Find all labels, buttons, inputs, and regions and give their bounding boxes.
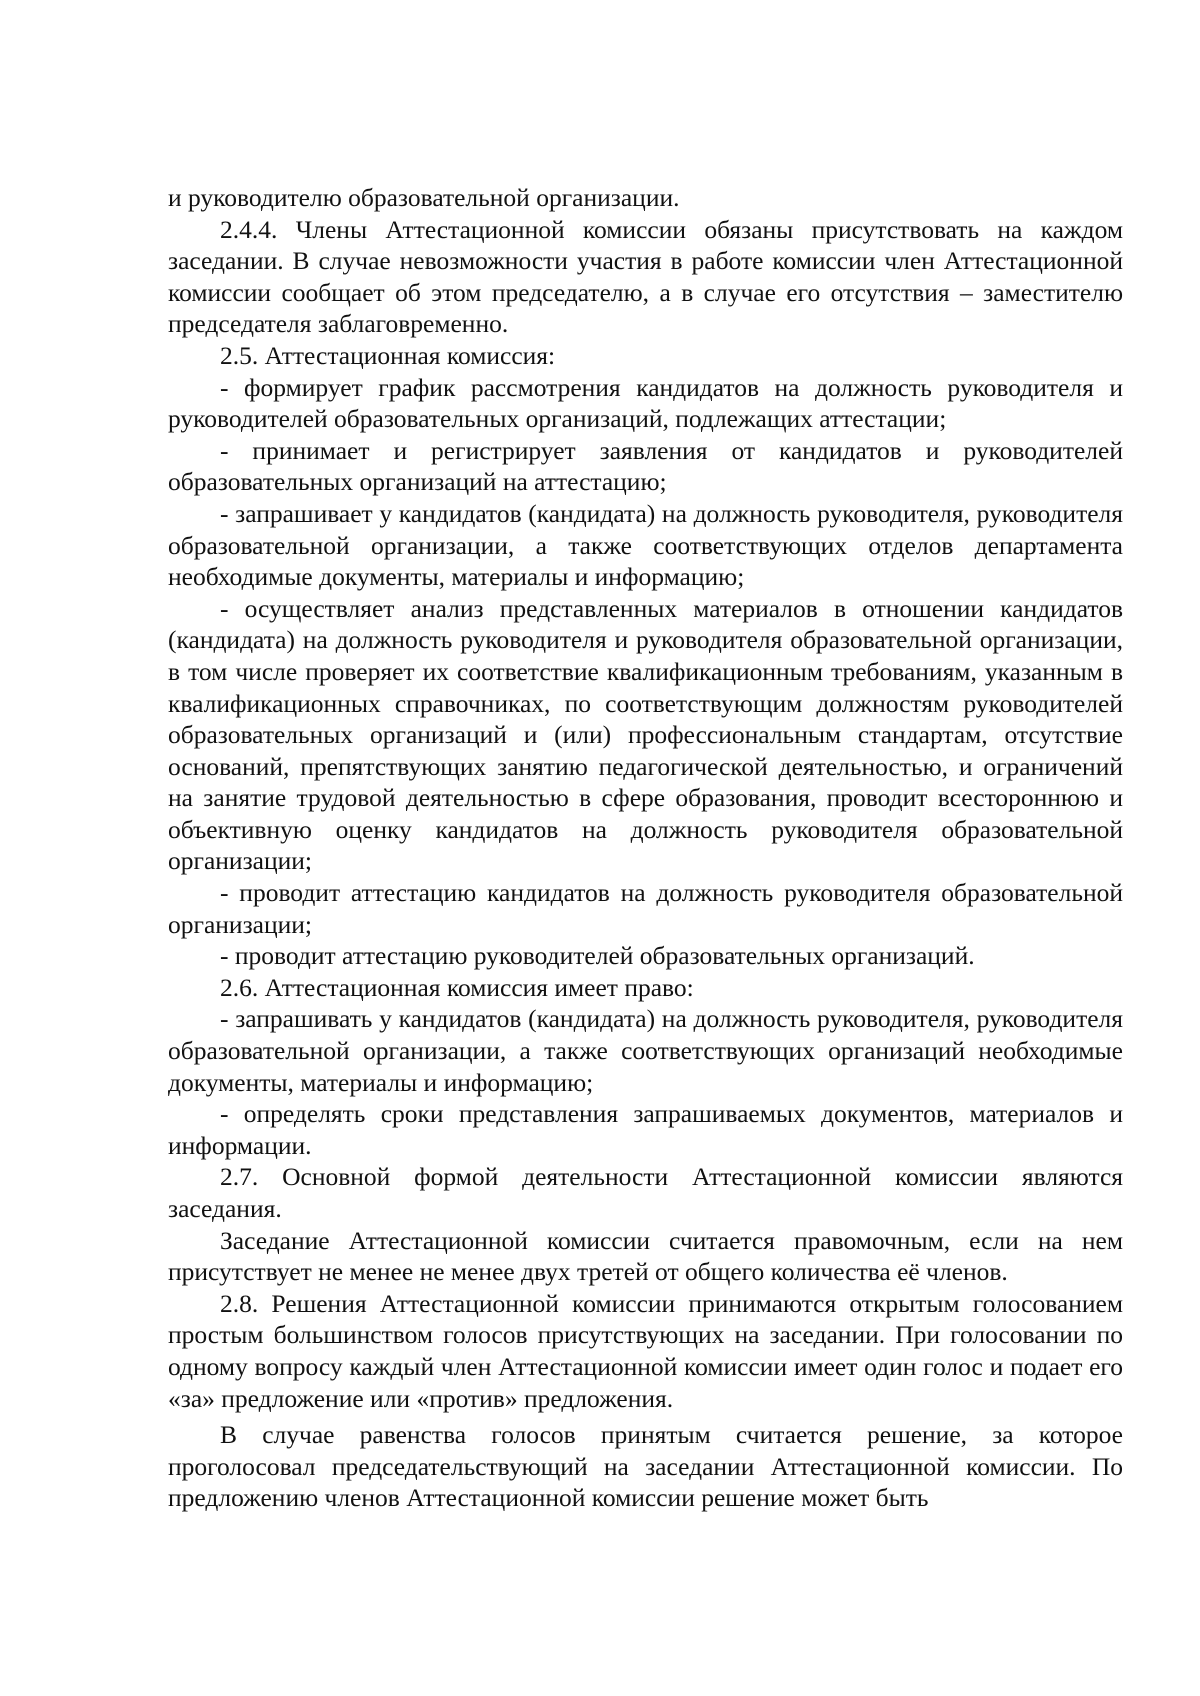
- paragraph-2-6-heading: 2.6. Аттестационная комиссия имеет право:: [220, 972, 694, 1002]
- list-item-analysis: - осуществляет анализ представленных материалов в отношении кандидатов (кандидата) на должность руководителя и руководителя образовательной организации, в том числе проверяет их соответствие квалификационным требованиям, указанным в квалификационных справочниках, по соответствующим должностям руководителей образовательных организаций и (или) профессиональным стандартам, отсутствие оснований, препятствующих занятию педагогической деятельностью, и ограничений на занятие трудовой деятельностью в сфере образования, проводит всестороннюю и объективную оценку кандидатов на должность руководителя образовательной организации;: [168, 593, 1123, 876]
- paragraph-continuation: и руководителю образовательной организации.: [168, 183, 680, 212]
- list-item-deadlines: - определять сроки представления запрашиваемых документов, материалов и информации.: [168, 1099, 1123, 1160]
- paragraph-2-7: 2.7. Основной формой деятельности Аттестационной комиссии являются заседания.: [168, 1162, 1123, 1223]
- list-item-attest-heads: - проводит аттестацию руководителей образовательных организаций.: [220, 941, 975, 971]
- list-item-schedule: - формирует график рассмотрения кандидатов на должность руководителя и руководителей образовательных организаций, подлежащих аттестации;: [168, 372, 1123, 434]
- list-item-register: - принимает и регистрирует заявления от кандидатов и руководителей образовательных организаций на аттестацию;: [168, 435, 1123, 497]
- paragraph-2-4-4: 2.4.4. Члены Аттестационной комиссии обязаны присутствовать на каждом заседании. В случае невозможности участия в работе комиссии член Аттестационной комиссии сообщает об этом председателю, а в случае его отсутствия – заместителю председателя заблаговременно.: [168, 214, 1123, 339]
- paragraph-quorum: Заседание Аттестационной комиссии считается правомочным, если на нем присутствует не менее не менее двух третей от общего количества её членов.: [168, 1225, 1123, 1287]
- paragraph-2-5-heading: 2.5. Аттестационная комиссия:: [220, 340, 556, 370]
- list-item-request-right: - запрашивать у кандидатов (кандидата) на должность руководителя, руководителя образовательной организации, а также соответствующих организаций необходимые документы, материалы и информацию;: [168, 1004, 1123, 1097]
- paragraph-2-8: 2.8. Решения Аттестационной комиссии принимаются открытым голосованием простым большинством голосов присутствующих на заседании. При голосовании по одному вопросу каждый член Аттестационной комиссии имеет один голос и подает его «за» предложение или «против» предложения.: [168, 1288, 1123, 1413]
- list-item-attest-candidates: - проводит аттестацию кандидатов на должность руководителя образовательной организации;: [168, 878, 1123, 939]
- paragraph-tie-vote: В случае равенства голосов принятым считается решение, за которое проголосовал председательствующий на заседании Аттестационной комиссии. По предложению членов Аттестационной комиссии решение может быть: [168, 1420, 1123, 1513]
- list-item-request-documents: - запрашивает у кандидатов (кандидата) на должность руководителя, руководителя образовательной организации, а также соответствующих отделов департамента необходимые документы, материалы и информацию;: [168, 498, 1123, 592]
- document-page: [168, 182, 1123, 1514]
